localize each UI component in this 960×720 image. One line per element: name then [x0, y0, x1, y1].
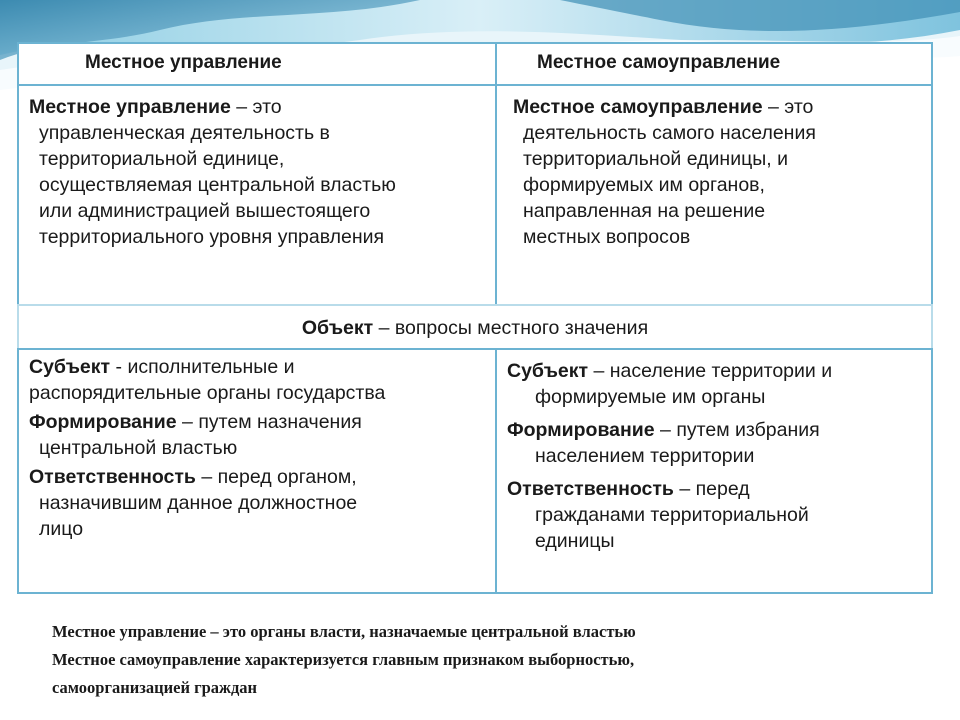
property-value-continued: гражданами территориальной — [535, 504, 809, 526]
property-separator: – — [673, 478, 696, 500]
property-subject — [29, 354, 491, 380]
object-description: – вопросы местного значения — [373, 317, 649, 339]
footer-line-2: Местное самоуправление характеризуется главным признаком выборностью, — [52, 650, 635, 669]
properties-cell-right — [495, 348, 933, 594]
property-separator: – — [654, 419, 677, 441]
definition-left-line: или администрацией вышестоящего — [39, 200, 371, 222]
definition-cell-right — [495, 84, 933, 306]
object-term: Объект — [301, 317, 374, 339]
property-value-continued: центральной властью — [39, 437, 238, 459]
definition-right-line: территориальной единицы, и — [523, 148, 789, 170]
property-separator: - — [110, 356, 128, 378]
property-value: население территории и — [609, 360, 833, 382]
property-term: Ответственность — [507, 478, 674, 500]
property-term: Ответственность — [29, 466, 196, 488]
definition-cell-left — [17, 84, 497, 306]
definition-right-term: Местное самоуправление — [513, 96, 763, 118]
property-separator: – — [176, 411, 199, 433]
property-separator: – — [195, 466, 218, 488]
property-subject — [507, 358, 927, 384]
property-value-continued: формируемые им органы — [535, 386, 766, 408]
definition-left-line: управленческая деятельность в — [39, 122, 330, 144]
definition-right-line: формируемых им органов, — [523, 174, 765, 196]
definition-left-term: Местное управление — [29, 96, 231, 118]
property-value-continued: лицо — [39, 518, 84, 540]
header-right-title: Местное самоуправление — [537, 52, 781, 73]
properties-cell-left — [17, 348, 497, 594]
properties-left-text — [29, 354, 491, 542]
property-value-continued: населением территории — [535, 445, 755, 467]
header-left-title: Местное управление — [85, 52, 282, 73]
definition-right-line: направленная на решение — [523, 200, 766, 222]
object-row — [17, 304, 933, 350]
property-responsibility — [507, 476, 927, 502]
property-formation — [507, 417, 927, 443]
definition-left-line: территориального уровня управления — [39, 226, 385, 248]
property-term: Формирование — [29, 411, 177, 433]
property-value: перед — [695, 478, 750, 500]
definition-left-dash: – это — [230, 96, 282, 118]
property-value-continued: назначившим данное должностное — [39, 492, 358, 514]
definition-right-dash: – это — [762, 96, 814, 118]
footer-line-3: самоорганизацией граждан — [52, 678, 258, 697]
property-value: перед органом, — [217, 466, 357, 488]
definition-right-line: деятельность самого населения — [523, 122, 816, 144]
object-row-text — [19, 315, 931, 341]
definition-left-line: территориальной единице, — [39, 148, 285, 170]
property-value: путем назначения — [198, 411, 362, 433]
property-responsibility — [29, 464, 491, 490]
header-cell-right — [495, 42, 933, 86]
property-term: Субъект — [507, 360, 589, 382]
property-value: путем избрания — [676, 419, 820, 441]
definition-right-text — [513, 94, 923, 250]
property-term: Субъект — [29, 356, 111, 378]
property-formation — [29, 409, 491, 435]
footer-line-1: Местное управление – это органы власти, назначаемые центральной властью — [52, 622, 636, 641]
definition-right-line: местных вопросов — [523, 226, 691, 248]
property-separator: – — [588, 360, 610, 382]
properties-right-text — [507, 358, 927, 554]
definition-left-line: осуществляемая центральной властью — [39, 174, 396, 196]
definition-left-text — [29, 94, 491, 250]
property-value: исполнительные и — [127, 356, 295, 378]
property-value-continued: распорядительные органы государства — [29, 382, 386, 404]
header-cell-left — [17, 42, 497, 86]
property-term: Формирование — [507, 419, 655, 441]
property-value-continued: единицы — [535, 530, 615, 552]
